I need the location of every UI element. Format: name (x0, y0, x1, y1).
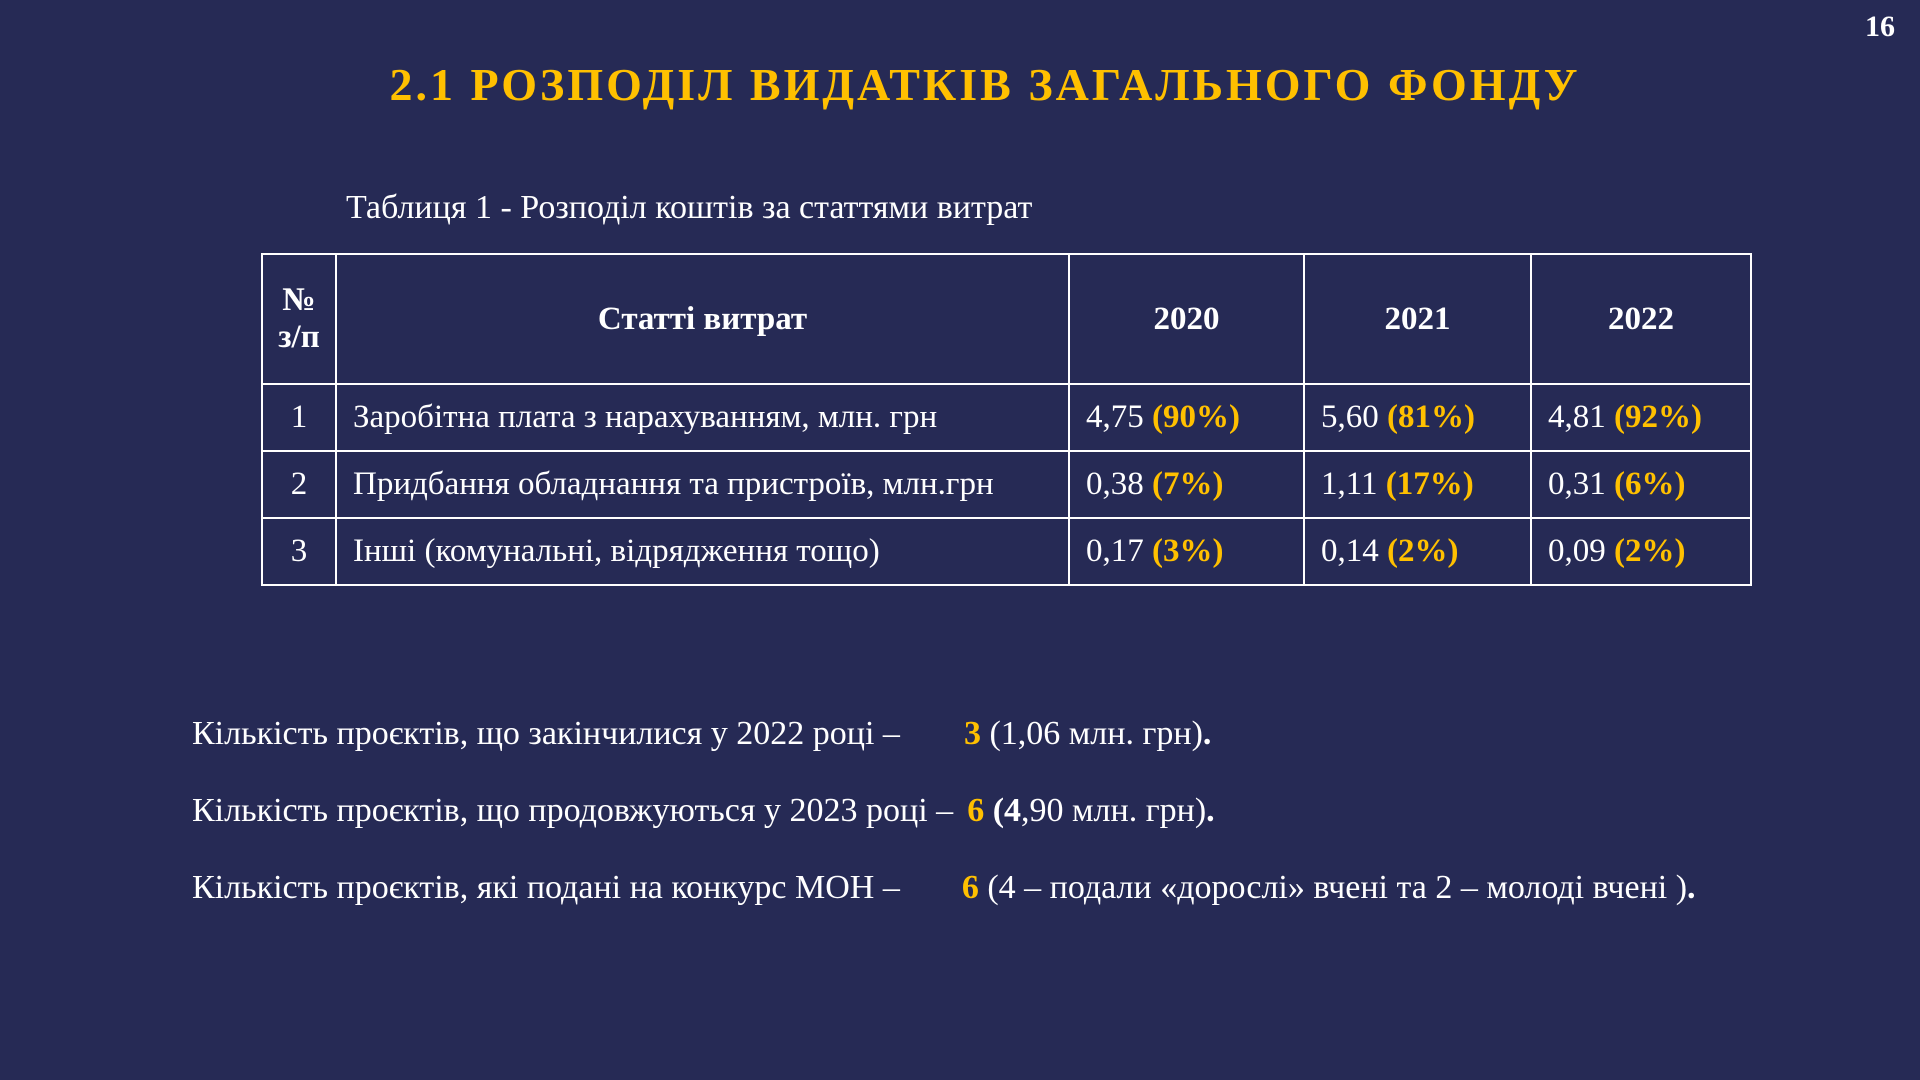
cell-2022 (1531, 384, 1751, 451)
summary-text: Кількість проєктів, що закінчилися у 2022 році – (192, 715, 900, 752)
cell-percent: (6%) (1614, 466, 1686, 502)
summary-text: Кількість проєктів, які подані на конкурс МОН – (192, 869, 900, 906)
cell-percent: (7%) (1152, 466, 1224, 502)
expenses-table (261, 253, 1752, 586)
summary-period: . (1687, 869, 1696, 906)
summary-count: 6 (967, 792, 985, 829)
cell-2020 (1069, 451, 1304, 518)
table-row (262, 518, 1751, 585)
cell-percent: (2%) (1614, 533, 1686, 569)
cell-percent: (81%) (1387, 399, 1475, 435)
cell-percent: (92%) (1614, 399, 1702, 435)
cell-value: 4,81 (1548, 399, 1606, 435)
header-item: Статті витрат (336, 254, 1069, 384)
cell-2022 (1531, 451, 1751, 518)
summary-block (192, 695, 1696, 926)
cell-percent: (3%) (1152, 533, 1224, 569)
summary-count: 6 (961, 869, 979, 906)
row-item: Придбання обладнання та пристроїв, млн.грн (336, 451, 1069, 518)
row-num: 2 (262, 451, 336, 518)
cell-2022 (1531, 518, 1751, 585)
cell-percent: (90%) (1152, 399, 1240, 435)
summary-period: . (1206, 792, 1215, 829)
summary-period: . (1202, 715, 1212, 752)
summary-text: Кількість проєктів, що продовжуються у 2023 році – (192, 792, 954, 829)
summary-detail: (4 – подали «дорослі» вчені та 2 – молоді вчені ) (987, 869, 1688, 906)
summary-line-submitted (192, 849, 1696, 926)
row-item: Заробітна плата з нарахуванням, млн. грн (336, 384, 1069, 451)
header-num-line1: № (282, 282, 316, 318)
summary-detail-bold: 4 (1004, 792, 1022, 829)
slide-title: 2.1 РОЗПОДІЛ ВИДАТКІВ ЗАГАЛЬНОГО ФОНДУ (389, 59, 1581, 110)
cell-2020 (1069, 518, 1304, 585)
summary-detail-open: ( (992, 792, 1005, 829)
table-row (262, 451, 1751, 518)
cell-value: 0,17 (1086, 533, 1144, 569)
header-2022: 2022 (1531, 254, 1751, 384)
row-num: 1 (262, 384, 336, 451)
header-2020: 2020 (1069, 254, 1304, 384)
cell-percent: (2%) (1387, 533, 1459, 569)
table-row (262, 384, 1751, 451)
cell-2021 (1304, 384, 1531, 451)
cell-value: 0,38 (1086, 466, 1144, 502)
row-num: 3 (262, 518, 336, 585)
summary-detail: (1,06 млн. грн) (989, 715, 1203, 752)
cell-2021 (1304, 518, 1531, 585)
cell-value: 1,11 (1321, 466, 1378, 502)
page-number: 16 (1865, 10, 1895, 43)
cell-value: 5,60 (1321, 399, 1379, 435)
header-num-line2: з/п (278, 319, 320, 355)
cell-value: 0,31 (1548, 466, 1606, 502)
header-num (262, 254, 336, 384)
table-header-row (262, 254, 1751, 384)
table-caption: Таблиця 1 - Розподіл коштів за статтями витрат (346, 189, 1033, 226)
header-2021: 2021 (1304, 254, 1531, 384)
cell-2020 (1069, 384, 1304, 451)
summary-detail: ,90 млн. грн) (1021, 792, 1207, 829)
cell-value: 0,09 (1548, 533, 1606, 569)
cell-2021 (1304, 451, 1531, 518)
cell-value: 4,75 (1086, 399, 1144, 435)
summary-line-continuing (192, 772, 1696, 849)
summary-count: 3 (963, 715, 981, 752)
row-item: Інші (комунальні, відрядження тощо) (336, 518, 1069, 585)
cell-percent: (17%) (1385, 466, 1474, 502)
cell-value: 0,14 (1321, 533, 1379, 569)
summary-line-finished (192, 695, 1696, 772)
